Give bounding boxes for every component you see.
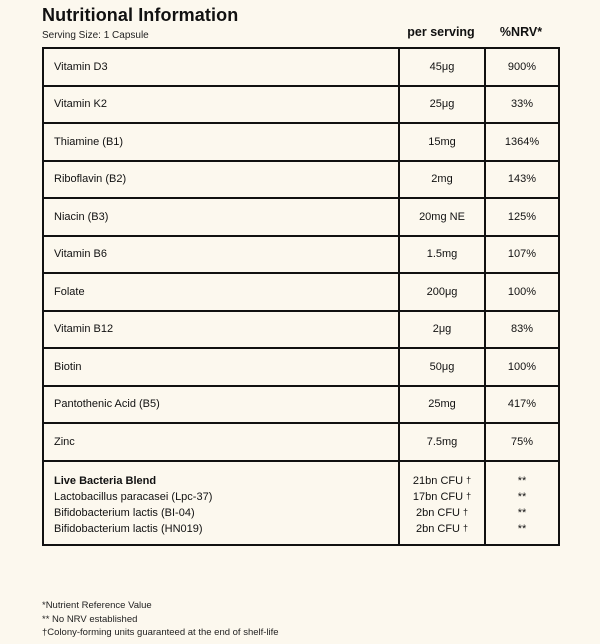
table-row — [43, 123, 559, 161]
nutrient-nrv: 33% — [485, 86, 559, 124]
strain-amount: 17bn CFU — [412, 490, 464, 503]
table-row — [43, 86, 559, 124]
strain-name: Bifidobacterium lactis (HN019) — [54, 522, 203, 535]
nutrient-nrv: 100% — [485, 273, 559, 311]
nutrient-amount: 20mg NE — [399, 198, 485, 236]
page-title: Nutritional Information — [42, 5, 239, 25]
nutrient-amount: 2mg — [399, 161, 485, 199]
nutrient-name: Vitamin K2 — [43, 86, 399, 124]
nutrient-amount: 200μg — [399, 273, 485, 311]
nutrient-nrv: 900% — [485, 48, 559, 86]
nutrient-amount: 25mg — [399, 386, 485, 424]
nutrient-nrv: 107% — [485, 236, 559, 274]
blend-title: Live Bacteria Blend — [54, 474, 157, 487]
column-header-per-serving: per serving — [407, 25, 475, 39]
table-row — [43, 423, 559, 461]
nutrient-amount: 1.5mg — [399, 236, 485, 274]
footnote-cfu: †Colony-forming units guaranteed at the end of shelf-life — [42, 627, 279, 638]
strain-amount-line — [410, 505, 474, 521]
strain-nrv: ** — [517, 490, 527, 503]
live-bacteria-blend-row — [43, 461, 559, 545]
column-header-nrv: %NRV* — [499, 25, 543, 39]
strain-amount-line — [410, 489, 474, 505]
table-row — [43, 161, 559, 199]
dagger-mark: † — [466, 474, 472, 485]
serving-size: Serving Size: 1 Capsule — [42, 30, 149, 41]
table-row — [43, 386, 559, 424]
nutrient-amount: 15mg — [399, 123, 485, 161]
blend-total-amount: 21bn CFU — [412, 474, 464, 487]
table-row — [43, 311, 559, 349]
nutrient-nrv: 125% — [485, 198, 559, 236]
nutrition-table — [42, 47, 560, 546]
nutrient-name: Zinc — [43, 423, 399, 461]
strain-amount: 2bn CFU — [415, 522, 460, 535]
blend-total-nrv: ** — [517, 474, 527, 487]
dagger-mark: † — [463, 522, 469, 533]
table-row — [43, 273, 559, 311]
nutrient-name: Niacin (B3) — [43, 198, 399, 236]
footnotes — [42, 599, 279, 640]
table-row — [43, 236, 559, 274]
nutrient-nrv: 75% — [485, 423, 559, 461]
dagger-mark: † — [463, 506, 469, 517]
strain-amount-line — [410, 521, 474, 537]
strain-amount: 2bn CFU — [415, 506, 460, 519]
nutrient-amount: 45μg — [399, 48, 485, 86]
blend-names — [43, 461, 399, 545]
nutrient-nrv: 100% — [485, 348, 559, 386]
strain-name: Bifidobacterium lactis (BI-04) — [54, 506, 195, 519]
strain-nrv: ** — [517, 522, 527, 535]
nutrient-name: Thiamine (B1) — [43, 123, 399, 161]
nutrient-name: Pantothenic Acid (B5) — [43, 386, 399, 424]
footnote-nrv: *Nutrient Reference Value — [42, 600, 152, 611]
dagger-mark: † — [466, 490, 472, 501]
nutrient-name: Biotin — [43, 348, 399, 386]
table-row — [43, 198, 559, 236]
nutrient-name: Vitamin B6 — [43, 236, 399, 274]
strain-name: Lactobacillus paracasei (Lpc-37) — [54, 490, 213, 503]
nutrient-nrv: 1364% — [485, 123, 559, 161]
nutrient-name: Riboflavin (B2) — [43, 161, 399, 199]
table-row — [43, 348, 559, 386]
nutrient-amount: 2μg — [399, 311, 485, 349]
nutrient-name: Folate — [43, 273, 399, 311]
nutrient-amount: 25μg — [399, 86, 485, 124]
blend-amounts — [399, 461, 485, 545]
nutrient-amount: 50μg — [399, 348, 485, 386]
nutrient-nrv: 417% — [485, 386, 559, 424]
nutrient-amount: 7.5mg — [399, 423, 485, 461]
blend-amount-line — [410, 473, 474, 489]
footnote-no-nrv: ** No NRV established — [42, 613, 138, 625]
nutrient-name: Vitamin B12 — [43, 311, 399, 349]
table-row — [43, 48, 559, 86]
nutrient-nrv: 143% — [485, 161, 559, 199]
blend-nrvs — [485, 461, 559, 545]
nutrient-name: Vitamin D3 — [43, 48, 399, 86]
strain-nrv: ** — [517, 506, 527, 519]
nutrient-nrv: 83% — [485, 311, 559, 349]
